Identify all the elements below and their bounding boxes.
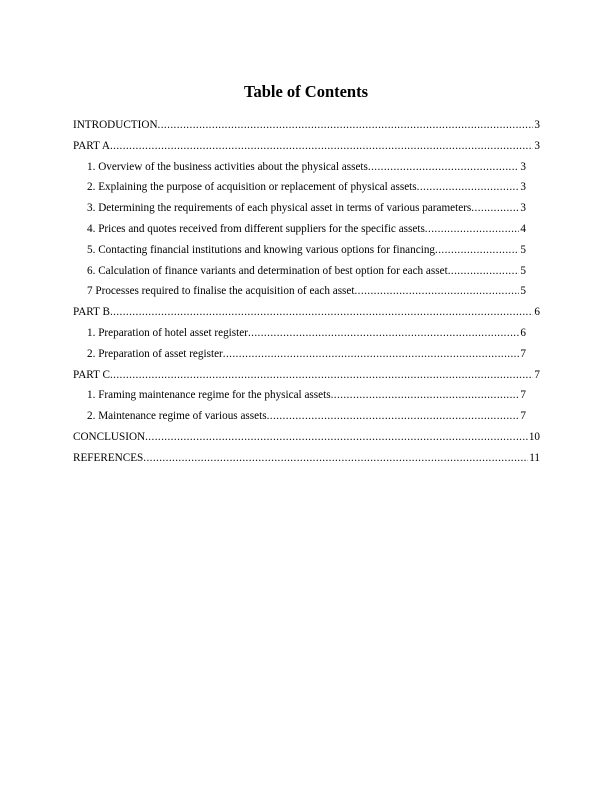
toc-entry-text: PART B: [73, 306, 110, 319]
toc-entry[interactable]: [73, 368, 540, 389]
toc-entry[interactable]: [73, 347, 526, 368]
toc-dot-leader: [368, 160, 520, 174]
toc-entry[interactable]: [73, 409, 526, 430]
toc-entry-text: INTRODUCTION: [73, 119, 158, 131]
toc-page-number: 11: [529, 451, 540, 464]
toc-dot-leader: [143, 451, 528, 465]
toc-dot-leader: [223, 347, 520, 361]
toc-page-number: 3: [520, 160, 526, 173]
toc-page-number: 5: [520, 264, 526, 277]
toc-dot-leader: [417, 180, 520, 194]
toc-entry-text: 7 Processes required to finalise the acquisition of each asset: [87, 285, 355, 298]
toc-entry-text: 2. Maintenance regime of various assets: [87, 410, 267, 423]
toc-dot-leader: [110, 305, 533, 319]
toc-entry[interactable]: [73, 243, 526, 264]
toc-page-number: 3: [520, 181, 526, 194]
toc-dot-leader: [145, 430, 528, 444]
toc-entry-text: REFERENCES: [73, 451, 144, 464]
toc-dot-leader: [448, 264, 520, 278]
toc-page-number: 10: [528, 430, 540, 443]
toc-entry[interactable]: [73, 451, 540, 472]
toc-page-number: 3: [534, 139, 540, 152]
toc-page-number: 7: [534, 368, 540, 381]
toc-dot-leader: [425, 222, 520, 236]
toc-dot-leader: [354, 284, 519, 298]
toc-entry-text: 4. Prices and quotes received from different suppliers for the specific assets: [87, 222, 425, 235]
toc-title: Table of Contents: [243, 82, 369, 101]
toc-entry-text: 3. Determining the requirements of each physical asset in terms of various parameters: [87, 202, 472, 215]
toc-page-number: 7: [520, 347, 526, 360]
toc-entry[interactable]: [73, 284, 526, 305]
toc-entry[interactable]: [73, 222, 526, 243]
toc-entry[interactable]: [73, 118, 540, 139]
toc-dot-leader: [267, 409, 520, 423]
toc-entry[interactable]: [73, 326, 526, 347]
toc-entry[interactable]: [73, 388, 526, 409]
table-of-contents: [73, 118, 540, 472]
toc-page-number: 6: [520, 326, 526, 339]
toc-entry-text: 2. Preparation of asset register: [87, 347, 223, 360]
toc-entry-text: 1. Overview of the business activities about the physical assets: [87, 160, 368, 173]
toc-page-number: 4: [520, 222, 526, 235]
toc-entry[interactable]: [73, 201, 526, 222]
toc-page-number: 7: [520, 410, 526, 423]
toc-page-number: 7: [520, 389, 526, 402]
toc-entry-text: 6. Calculation of finance variants and determination of best option for each asset: [87, 264, 448, 277]
toc-dot-leader: [110, 139, 533, 153]
toc-page-number: 6: [534, 306, 540, 319]
toc-page-number: 5: [520, 285, 526, 298]
toc-entry[interactable]: [73, 160, 526, 181]
toc-entry-text: PART C: [73, 368, 110, 381]
toc-page-number: 3: [534, 119, 540, 131]
toc-dot-leader: [331, 388, 520, 402]
toc-dot-leader: [471, 201, 519, 215]
toc-entry[interactable]: [73, 430, 540, 451]
toc-entry[interactable]: [73, 264, 526, 285]
toc-entry-text: PART A: [73, 139, 110, 152]
toc-entry-text: 1. Preparation of hotel asset register: [87, 326, 248, 339]
toc-entry-text: CONCLUSION: [73, 430, 146, 443]
toc-page-number: 3: [520, 202, 526, 215]
toc-dot-leader: [158, 118, 534, 132]
toc-page-number: 5: [520, 243, 526, 256]
toc-dot-leader: [248, 326, 519, 340]
toc-entry-text: 5. Contacting financial institutions and knowing various options for financing: [87, 243, 436, 256]
toc-dot-leader: [110, 368, 533, 382]
toc-entry-text: 2. Explaining the purpose of acquisition or replacement of physical assets: [87, 181, 417, 194]
toc-entry[interactable]: [73, 139, 540, 160]
toc-dot-leader: [435, 243, 519, 257]
toc-entry[interactable]: [73, 180, 526, 201]
toc-entry[interactable]: [73, 305, 540, 326]
toc-entry-text: 1. Framing maintenance regime for the physical assets: [87, 389, 331, 402]
